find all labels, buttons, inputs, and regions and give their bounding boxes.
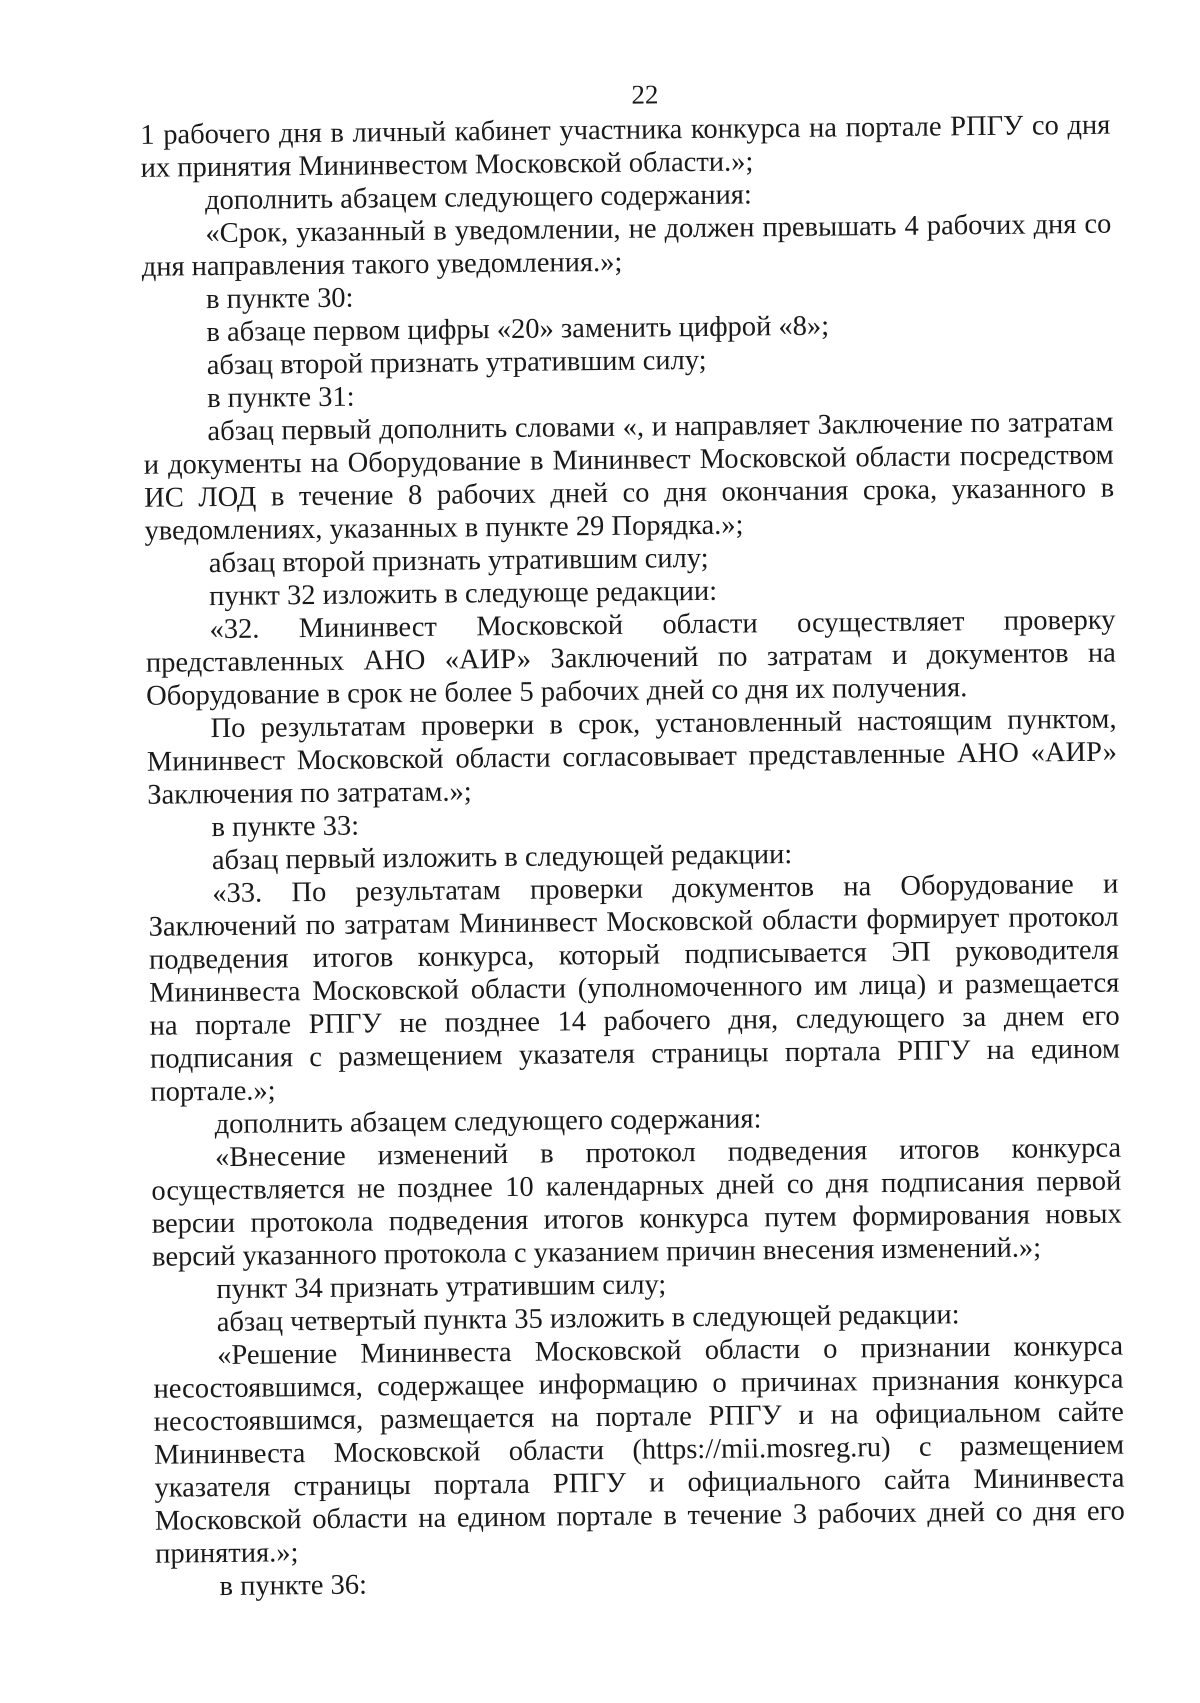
paragraph: «Срок, указанный в уведомлении, не должен превышать 4 рабочих дня со дня направления такого уведомления.»; [141, 208, 1112, 283]
paragraph: в пункте 31: [206, 381, 355, 415]
paragraph: «Внесение изменений в протокол подведения итогов конкурса осуществляется не позднее 10 календарных дней со дня подписания первой версии протокола подведения итогов конкурса путем формирования новых версий указанного протокола с указанием причин внесения изменений.»; [151, 1132, 1122, 1273]
paragraph: «33. По результатам проверки документов на Оборудование и Заключений по затратам Мининвест Московской области формирует протокол подведения итогов конкурса, который подписывается ЭП руководителя Мининвеста Московской области (уполномоченного им лица) и размещается на портале РПГУ не позднее 14 рабочего дня, следующего за днем его подписания с размещением указателя страницы портала РПГУ на едином портале.»; [148, 868, 1121, 1108]
paragraph: в пункте 33: [211, 810, 360, 844]
paragraph: пункт 34 признать утратившим силу; [216, 1269, 667, 1306]
paragraph: абзац четвертый пункта 35 изложить в следующей редакции: [216, 1299, 960, 1339]
paragraph: в пункте 36: [219, 1569, 368, 1603]
paragraph: По результатам проверки в срок, установленный настоящим пунктом, Мининвест Московской области согласовывает представленные АНО «АИР» Заключения по затратам.»; [146, 703, 1118, 811]
paragraph: в пункте 30: [205, 282, 354, 316]
paragraph: абзац первый изложить в следующей редакции: [211, 839, 793, 877]
paragraph: дополнить абзацем следующего содержания: [214, 1103, 762, 1141]
paragraph: абзац второй признать утратившим силу; [206, 344, 707, 382]
paragraph: пункт 32 изложить в следующе редакции: [209, 575, 718, 613]
paragraph: «32. Мининвест Московской области осуществляет проверку представленных АНО «АИР» Заключений по затратам и документов на Оборудование в срок не более 5 рабочих дней со дня их получения. [145, 604, 1116, 712]
document-body [140, 109, 1125, 1604]
page-number: 22 [631, 79, 659, 110]
paragraph: «Решение Мининвеста Московской области о признании конкурса несостоявшимся, содержащее информацию о причинах признания конкурса несостоявшимся, размещается на портале РПГУ и на официальном сайте Мининвеста Московской области (https://mii.mosreg.ru) с размещением указателя страницы портала РПГУ и официального сайта Мининвеста Московской области на едином портале в течение 3 рабочих дней со дня его принятия.»; [153, 1330, 1125, 1570]
paragraph: абзац второй признать утратившим силу; [208, 542, 709, 580]
paragraph: дополнить абзацем следующего содержания: [204, 179, 752, 217]
paragraph: абзац первый дополнить словами «, и направляет Заключение по затратам и документы на Оборудование в Мининвест Московской области посредством ИС ЛОД в течение 8 рабочих дней со дня окончания срока, указанного в уведомлениях, указанных в пункте 29 Порядка.»; [143, 406, 1115, 547]
paragraph: 1 рабочего дня в личный кабинет участника конкурса на портале РПГУ со дня их принятия Мининвестом Московской области.»; [140, 109, 1111, 184]
paragraph: в абзаце первом цифры «20» заменить цифрой «8»; [206, 310, 830, 349]
